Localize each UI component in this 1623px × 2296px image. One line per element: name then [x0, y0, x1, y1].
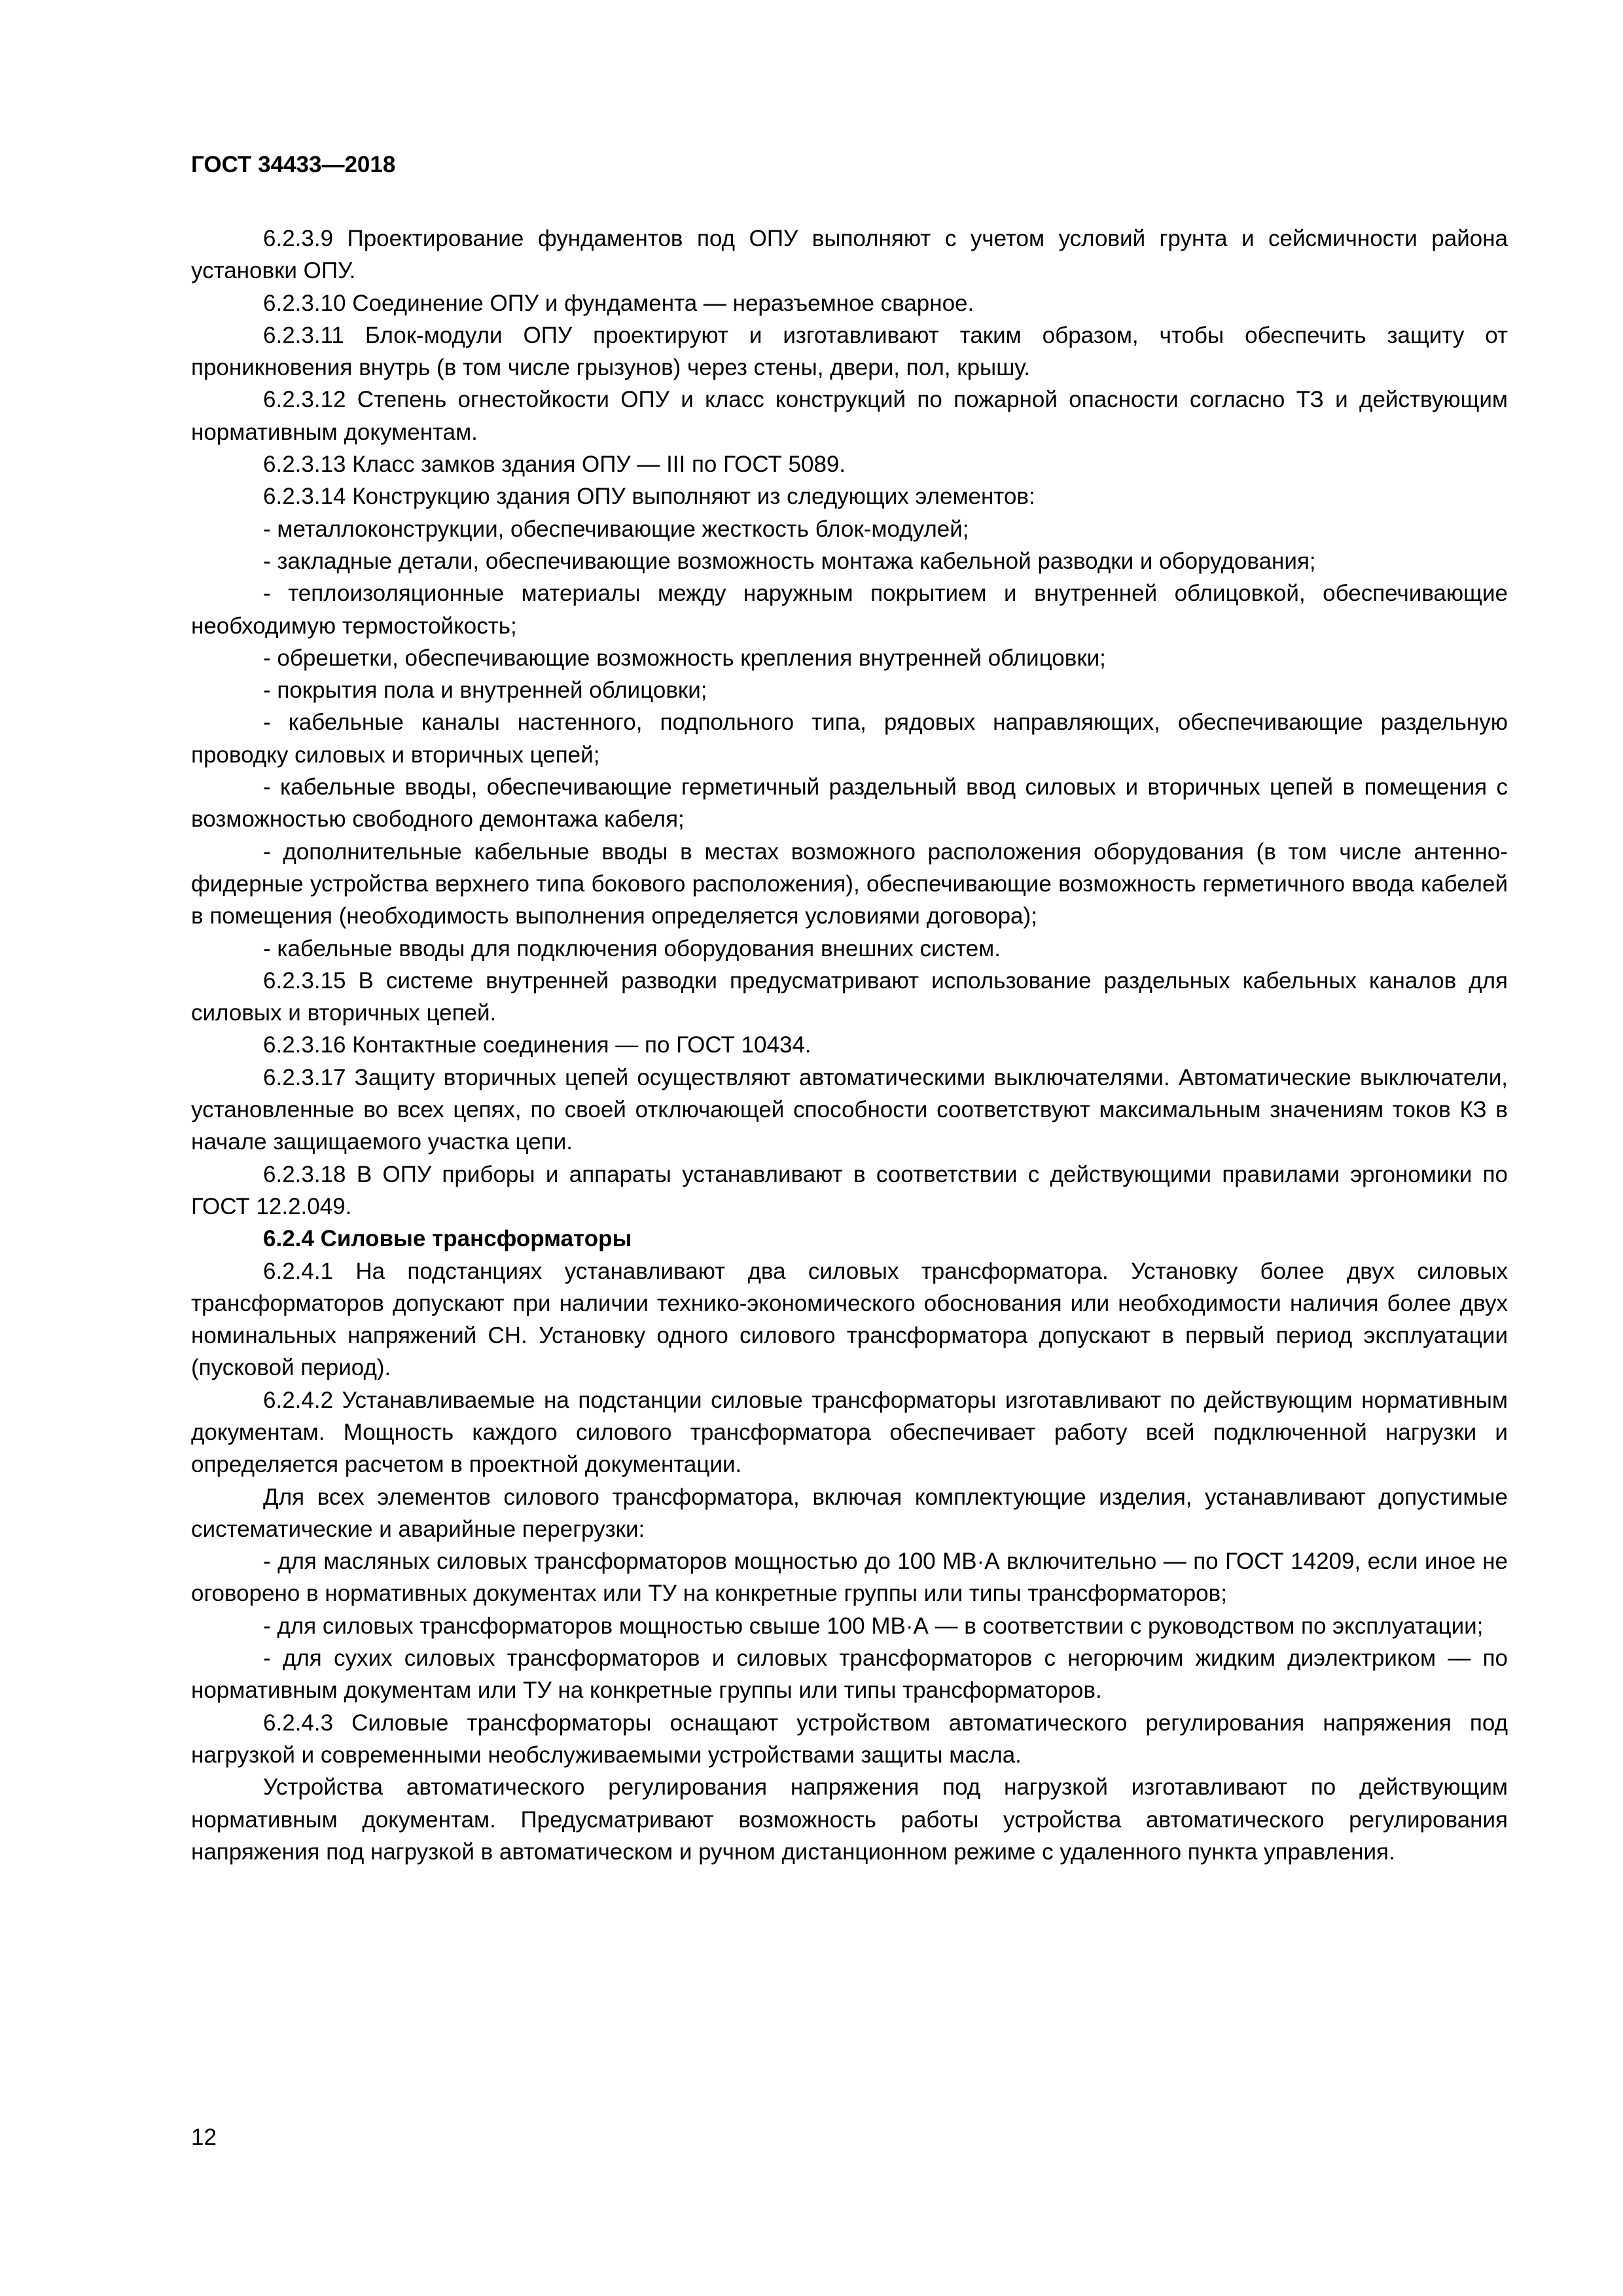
paragraph: - для силовых трансформаторов мощностью свыше 100 МВ·А — в соответствии с руководством по эксплуатации; [263, 1613, 1484, 1639]
document-header: ГОСТ 34433—2018 [191, 152, 396, 177]
paragraph: - покрытия пола и внутренней облицовки; [263, 677, 707, 704]
paragraph: - теплоизоляционные материалы между наружным покрытием и внутренней облицовкой, обеспечивающие необходимую термостойкость; [191, 581, 1508, 639]
paragraph: 6.2.4.3 Силовые трансформаторы оснащают устройством автоматического регулирования напряжения под нагрузкой и современными необслуживаемыми устройствами защиты масла. [191, 1710, 1508, 1768]
paragraph: 6.2.4.1 На подстанциях устанавливают два силовых трансформатора. Установку более двух силовых трансформаторов допускают при наличии технико-экономического обоснования или необходимости наличия более двух номинальных напряжений СН. Установку одного силового трансформатора допускают в первый период эксплуатации (пусковой период). [191, 1258, 1508, 1381]
page-number: 12 [191, 2125, 217, 2150]
paragraph: Для всех элементов силового трансформатора, включая комплектующие изделия, устанавливают допустимые систематические и аварийные перегрузки: [191, 1484, 1508, 1542]
paragraph: - закладные детали, обеспечивающие возможность монтажа кабельной разводки и оборудования; [263, 548, 1316, 574]
paragraph: - кабельные вводы для подключения оборудования внешних систем. [263, 935, 1001, 961]
paragraph: 6.2.3.14 Конструкцию здания ОПУ выполняют из следующих элементов: [263, 484, 1035, 510]
paragraph: 6.2.3.13 Класс замков здания ОПУ — III по ГОСТ 5089. [263, 452, 846, 478]
paragraph: 6.2.3.11 Блок-модули ОПУ проектируют и изготавливают таким образом, чтобы обеспечить защиту от проникновения внутрь (в том числе грызунов) через стены, двери, пол, крышу. [191, 322, 1508, 381]
paragraph: 6.2.3.12 Степень огнестойкости ОПУ и класс конструкций по пожарной опасности согласно ТЗ и действующим нормативным документам. [191, 387, 1508, 445]
paragraph: - дополнительные кабельные вводы в местах возможного расположения оборудования (в том числе антенно-фидерные устройства верхнего типа бокового расположения), обеспечивающие возможность герметичного ввода кабелей в помещения (необходимость выполнения определяется условиями договора); [191, 838, 1508, 929]
paragraph: 6.2.4.2 Устанавливаемые на подстанции силовые трансформаторы изготавливают по действующим нормативным документам. Мощность каждого силового трансформатора обеспечивает работу всей подключенной нагрузки и определяется расчетом в проектной документации. [191, 1387, 1508, 1478]
section-heading: 6.2.4 Силовые трансформаторы [263, 1226, 632, 1252]
paragraph: - обрешетки, обеспечивающие возможность крепления внутренней облицовки; [263, 645, 1106, 671]
document-body [191, 223, 1508, 1868]
paragraph: 6.2.3.9 Проектирование фундаментов под ОПУ выполняют с учетом условий грунта и сейсмичности района установки ОПУ. [191, 226, 1508, 284]
paragraph: - для масляных силовых трансформаторов мощностью до 100 МВ·А включительно — по ГОСТ 14209, если иное не оговорено в нормативных документах или ТУ на конкретные группы или типы трансформаторов; [191, 1549, 1508, 1607]
paragraph: - для сухих силовых трансформаторов и силовых трансформаторов с негорючим жидким диэлектриком — по нормативным документам или ТУ на конкретные группы или типы трансформаторов. [191, 1645, 1508, 1704]
paragraph: 6.2.3.18 В ОПУ приборы и аппараты устанавливают в соответствии с действующими правилами эргономики по ГОСТ 12.2.049. [191, 1161, 1508, 1219]
paragraph: 6.2.3.15 В системе внутренней разводки предусматривают использование раздельных кабельных каналов для силовых и вторичных цепей. [191, 967, 1508, 1026]
paragraph: - металлоконструкции, обеспечивающие жесткость блок-модулей; [263, 516, 969, 542]
paragraph: Устройства автоматического регулирования напряжения под нагрузкой изготавливают по действующим нормативным документам. Предусматривают возможность работы устройства автоматического регулирования напряжения под нагрузкой в автоматическом и ручном дистанционном режиме с удаленного пункта управления. [191, 1774, 1508, 1865]
paragraph: 6.2.3.10 Соединение ОПУ и фундамента — неразъемное сварное. [263, 290, 974, 316]
paragraph: - кабельные вводы, обеспечивающие герметичный раздельный ввод силовых и вторичных цепей в помещения с возможностью свободного демонтажа кабеля; [191, 774, 1508, 833]
paragraph: 6.2.3.17 Защиту вторичных цепей осуществляют автоматическими выключателями. Автоматические выключатели, установленные во всех цепях, по своей отключающей способности соответствуют максимальным значениям токов КЗ в начале защищаемого участка цепи. [191, 1064, 1508, 1155]
paragraph: 6.2.3.16 Контактные соединения — по ГОСТ 10434. [263, 1032, 812, 1058]
paragraph: - кабельные каналы настенного, подпольного типа, рядовых направляющих, обеспечивающие раздельную проводку силовых и вторичных цепей; [191, 709, 1508, 768]
